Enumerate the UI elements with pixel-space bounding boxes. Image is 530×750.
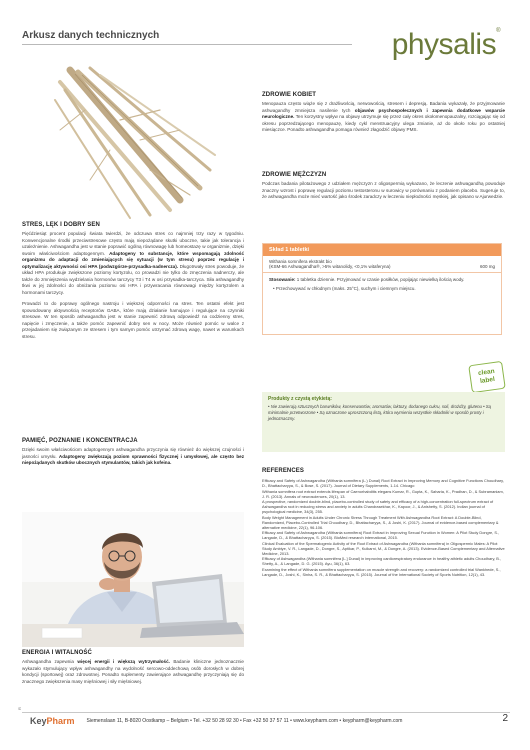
energy-heading: ENERGIA I WITALNOŚĆ [22, 650, 92, 656]
stress-paragraph-2: Prowadzi to do poprawy ogólnego nastroju i większej odporności na stres. Ten ostatni efekt jest spowodowany aktywnością receptorów GABA, które mają działanie hamujące i regulujące na czynniki stresowe. W ten sposób ashwagandha jest w stanie zapewnić zdrową odpowiedź na codzienny stres, napięcie i zmęczenie, a także pomóc zapewnić dobry sen w nocy. Może również pomóc w walce z przejadaniem się związanym ze stresem i tym samym pomóc utrzymać zdrową wagę, nawet w warunkach stresu. [22, 301, 244, 339]
usage-label: Stosowanie: [269, 277, 296, 282]
page-title: Arkusz danych technicznych [22, 30, 160, 41]
reference-item: Efficacy and Safety of Ashwagandha (Withania somnifera) Root Extract in Improving Sexual Function in Women: A Pilot Study Dongre, S., Langade, D., & Bhattacharyya, S. (2015). BioMed research international, 2015. [262, 530, 500, 540]
mens-health-section [262, 172, 505, 205]
keypharm-logo-pharm: Pharm [46, 716, 75, 726]
ingredient-name: Withania somnifera ekstrakt bio [269, 259, 332, 264]
usage-block [263, 273, 501, 297]
ingredient-description [269, 259, 391, 269]
reference-item: Examining the effect of Withania somnifera supplementation on muscle strength and recovery: a randomized controlled trial Wankhede, S., Langade, D., Joshi, K., Sinha, S. R., & Bhattacharyya, S. (2015). Journal of the International Society of Sports Nutrition, 12(1), 43. [262, 566, 501, 577]
memory-heading: PAMIĘĆ, POZNANIE I KONCENTRACJA [22, 438, 138, 444]
womens-health-paragraph [262, 101, 505, 134]
clean-label-box [262, 392, 505, 452]
footer-divider [22, 712, 510, 713]
usage-text [269, 277, 495, 283]
energy-text-2: Badanie kliniczne jednoznacznie wykazało stymulujący wpływ ashwagandhy na wydolność sercowo-oddechową osób dorosłych w dobrej kondycji (sportowej) oraz zdrowotnej. Ponadto suplementy zawierające ashwagandhę przyczyniają się do znacznego zwiększenia masy mięśniowej i siły mięśniowej. [22, 659, 244, 684]
ingredient-row [263, 256, 501, 273]
page-number: 2 [502, 713, 508, 724]
side-code: R [16, 707, 22, 710]
badge-line-2: label [479, 375, 496, 385]
energy-section [22, 650, 244, 689]
reference-item: Body Weight Management in Adults Under Chronic Stress Through Treatment With Ashwagandha Root Extract: A Double-Blind, Randomized, Placebo-Controlled Trial Choudhary, D., Bhattacharyya, S., & Joshi, K. (2017). Journal of evidence-based complementary & alternative medicine, 22(1), 96-106. [262, 514, 499, 530]
ingredients-heading: Skład 1 tabletki [263, 244, 501, 256]
physalis-logo [392, 28, 500, 62]
reference-item: A prospective, randomized double-blind, placebo-controlled study of safety and efficacy of a high-concentration full-spectrum extract of Ashwagandha root in reducing stress and anxiety in adults Chandrasekhar, K., Kapoor, J., & Anishetty, S. (2012). Indian journal of psychological medicine, 34(3), 255. [262, 499, 494, 514]
memory-section [22, 438, 244, 471]
footer-contact: Siemenslaan 11, B-8020 Oostkamp – Belgium • Tel. +32 50 28 92 30 • Fax +32 50 37 57 11 • www.keypharm.com • keypharm@keypharm.com [86, 718, 403, 724]
stress-text: Pięćdziesiąt procent populacji świata twierdzi, że odczuwa stres co najmniej trzy razy w tygodniu. Konwencjonalne środki przeciwstresowe często mają niepożądane skutki uboczne, takie jak tolerancja i uzależnienie. Ashwagandha jest w stanie poprawić ogólną równowagę lub homeostazę w organizmie, dzięki swoim właściwościom adaptogennym. [22, 231, 244, 256]
badge-line-1: clean [477, 367, 496, 378]
mens-health-heading: ZDROWIE MĘŻCZYZN [262, 172, 327, 178]
womens-health-text-2: Ten korzystny wpływ na objawy utrzymuje się przez cały okres okołomenopauzalny, rozciągając się od okresu poprzedzającego menopauzę, kiedy cykl menstruacyjny ulega zmianie, aż do około roku po ostatniej miesiączce. Ponadto ashwagandha pomaga również złagodzić objawy PMS. [262, 114, 505, 132]
reference-item: Efficacy of Ashwagandha (Withania somnifera [L.] Dunal) in improving cardiorespiratory endurance in healthy athletic adults Choudhary, B., Shetty, A., & Langade, D. G. (2015). Ayu, 36(1), 63. [262, 556, 502, 566]
keypharm-logo [30, 716, 75, 726]
memory-bold-text: Adaptogeny zwiększają poziom sprawności fizycznej i umysłowej, ale często bez niepożądanych skutków ubocznych stymulantów, takich jak kofeina. [22, 453, 244, 465]
ingredient-amount: 600 mg [479, 264, 495, 269]
reference-item: Efficacy and Safety of Ashwagandha (Withania somnifera (L.) Dunal) Root Extract in Improving Memory and Cognitive Functions Choudhary, D., Bhattacharyya, S., & Bose, S. (2017). Journal of Dietary Supplements, 1-14. Chicago [262, 478, 504, 488]
keypharm-logo-key: Key [30, 716, 47, 726]
memory-text: Dzięki swoim właściwościom adaptogennym ashwagandha przyczynia się również do większej czujności i jasności umysłu. [22, 447, 244, 459]
memory-paragraph [22, 447, 244, 467]
energy-text-1: Ashwagandha zapewnia [22, 659, 78, 664]
ashwagandha-root-image [30, 60, 225, 220]
ingredients-box [262, 243, 502, 335]
storage-text: • Przechowywać w chłodnym (maks. 25°C), suchym i ciemnym miejscu. [273, 286, 416, 292]
logo-text: physalis [391, 28, 497, 61]
womens-health-section [262, 92, 505, 138]
stress-heading: STRES, LĘK I DOBRY SEN [22, 222, 100, 228]
stress-paragraph-1 [22, 231, 244, 296]
header-divider [22, 44, 352, 45]
clean-label-title: Produkty z czystą etykietą: [268, 396, 332, 402]
womens-health-text-1: Menopauza często wiąże się z drażliwością, nerwowością, stresem i depresją. Badania wykazały, że przyjmowanie ashwagandhy zmniejsza nasilenie tych [262, 101, 505, 113]
mens-health-paragraph: Podczas badania pilotażowego z udziałem mężczyzn z oligospermią wykazano, że leczenie ashwagandhą powoduje znaczny wzrost i poprawę regulacji poziomu testosteronu w surowicy w porównaniu z podaniem placebo. Sugeruje to, że ashwagandha może mieć wartość jako środek zaradczy w leczeniu niepłodności męskiej, jak opisano w Ajurwedzie. [262, 181, 505, 199]
stress-bold-text: Adaptogeny to substancje, które wspomagają zdolność organizmu do adaptacji do zmieniających się sytuacji (w tym stresu) poprzez regulację i optymalizację aktywności osi HPA (podwzgórze-przysadka-nadnercza). [22, 250, 245, 269]
registered-mark: ® [496, 28, 500, 34]
footer [30, 716, 510, 726]
reference-item: Withania somnifera root extract extends lifespan of Caenorhabditis elegans Kumar, R., Gupta, K., Saharia, K., Pradhan, D., & Subramaniam, J. R. (2013). Annals of neurosciences, 20(1), 13. [262, 488, 504, 499]
ingredient-detail: (KSM-66 Ashwagandha®, >5% witanolidy, <0,1% witaferyna) [269, 264, 391, 269]
reference-item: Clinical Evaluation of the Spermatogenic Activity of the Root Extract of Ashwagandha (Withania somnifera) in Oligospermic Males: A Pilot Study Ambiye, V. R., Langade, D., Dongre, S., Aptikar, P., Kulkarni, M., & Dongre, A. (2013). Evidence-Based Complementary and Alternative Medicine, 2013. [262, 540, 505, 556]
womens-health-bold: objawów psychospołecznych i zapewnia dodatkowe wsparcie neurologiczne. [262, 107, 505, 119]
usage-instructions: 1 tabletka dziennie. Przyjmować w czasie posiłków, popijając niewielką ilością wody. [295, 277, 465, 282]
energy-paragraph [22, 659, 244, 685]
clean-label-text: • Nie zawierają sztucznych barwników, konserwantów, aromatów, laktozy, dodanego cukru, soli, drożdży, glutenu • Są minimalnie przetworzone • Są oznaczone uproszczoną listą, która wymienia wszystkie składniki w sposób prosty i jednoznaczny. [268, 404, 492, 421]
stress-section [22, 222, 244, 344]
clean-label-badge [468, 361, 506, 393]
references-section [262, 468, 505, 577]
womens-health-heading: ZDROWIE KOBIET [262, 92, 317, 98]
stress-text-end: Długotrwały stres powoduje, że układ HPA produkuje zwiększone poziomy kortyzolu, co prowadzi nie tylko do zmęczenia nadnerczy, ale także do zmniejszenia wydzielania hormonów tarczycy T3 i T4 w osi przysadka-tarczyca. Siła ashwagandhy tkwi w jej zdolności do obniżania poziomu osi HPA i przywracania równowagi między kortyzolem a hormonami tarczycy. [22, 263, 244, 295]
man-with-laptop-photo [22, 512, 244, 647]
references-heading: REFERENCES [262, 468, 305, 474]
energy-bold-text: więcej energii i większą wytrzymałość. [77, 659, 170, 664]
